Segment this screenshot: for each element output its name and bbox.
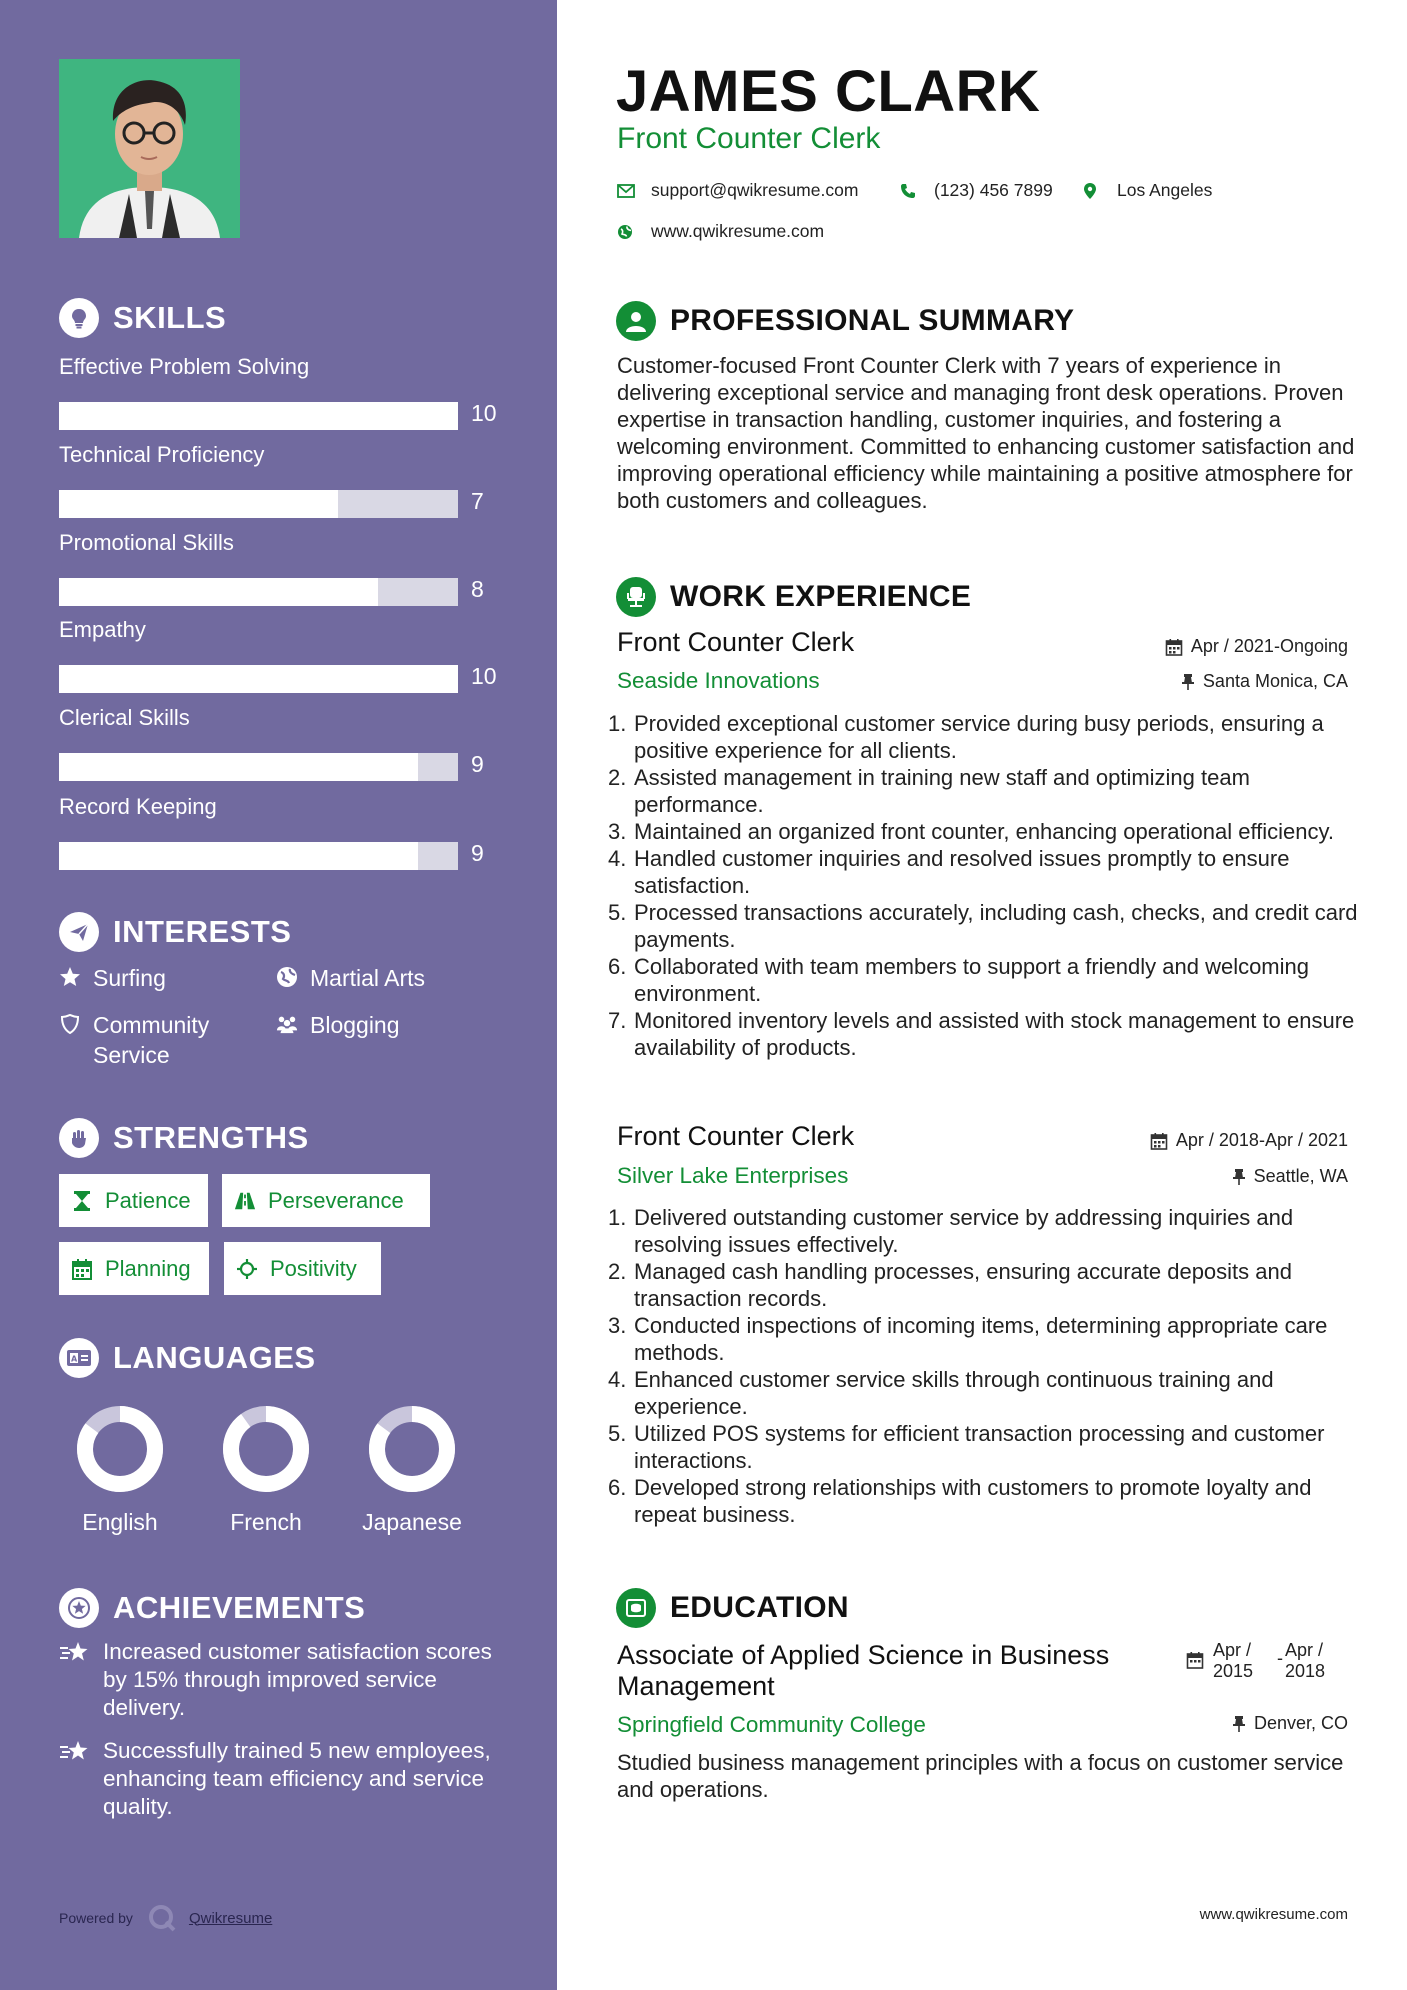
skill-bar-fill [59, 665, 458, 693]
duty-text: Managed cash handling processes, ensuring accurate deposits and transaction records. [634, 1259, 1292, 1311]
job-dates [1165, 636, 1348, 657]
candidate-name: JAMES CLARK [616, 59, 1041, 124]
pushpin-icon [1232, 1715, 1246, 1733]
job-company: Silver Lake Enterprises [617, 1163, 849, 1188]
skill-row [59, 705, 529, 777]
skill-bar [59, 402, 458, 430]
language-level-ring [220, 1403, 312, 1495]
job-location-text: Santa Monica, CA [1202, 671, 1348, 691]
education-title: EDUCATION [670, 1591, 849, 1624]
duty-number: 3. [608, 819, 627, 844]
footer-website[interactable]: www.qwikresume.com [1199, 1906, 1348, 1923]
experience-title: WORK EXPERIENCE [670, 580, 972, 613]
hourglass-icon [71, 1190, 93, 1212]
duty-text: Handled customer inquiries and resolved issues promptly to ensure satisfaction. [634, 846, 1290, 898]
calendar-icon [1165, 638, 1183, 656]
interest-label: Blogging [310, 1012, 400, 1038]
interest-label: Martial Arts [310, 965, 426, 991]
job-dates-text: Apr / 2018-Apr / 2021 [1175, 1130, 1348, 1150]
pushpin-icon [1232, 1168, 1246, 1186]
strength-patience [59, 1174, 208, 1227]
contact-phone[interactable] [900, 180, 1053, 201]
shooting-star-icon [59, 1640, 91, 1722]
sidebar [0, 0, 557, 1990]
duty-number: 7. [608, 1008, 627, 1033]
interests-heading [59, 912, 291, 952]
job-location-text: Seattle, WA [1253, 1166, 1348, 1186]
duty-text: Utilized POS systems for efficient transaction processing and customer interactions. [634, 1421, 1325, 1473]
lightbulb-icon [59, 298, 99, 338]
skill-bar [59, 578, 458, 606]
skill-value: 10 [471, 400, 497, 426]
hand-icon [59, 1118, 99, 1158]
job-duties-list [608, 710, 1358, 1061]
job-dates-text: Apr / 2021-Ongoing [1190, 636, 1348, 656]
edu-location [1232, 1713, 1348, 1734]
duty-text: Processed transactions accurately, including cash, checks, and credit card payments. [634, 900, 1358, 952]
duty-number: 5. [608, 900, 627, 925]
skill-row [59, 442, 529, 514]
skill-value: 9 [471, 840, 484, 866]
skill-row [59, 354, 529, 426]
contact-location [1083, 180, 1212, 201]
duty-number: 3. [608, 1313, 627, 1338]
school-name: Springfield Community College [617, 1712, 926, 1737]
skill-bar-fill [59, 842, 418, 870]
email-text: support@qwikresume.com [651, 180, 859, 200]
job-title: Front Counter Clerk [617, 627, 855, 657]
languages-title: LANGUAGES [113, 1340, 316, 1375]
contact-email[interactable] [617, 180, 858, 201]
edu-date-end: Apr / 2018 [1285, 1640, 1326, 1681]
duty-item [608, 1420, 1358, 1474]
duty-item [608, 1258, 1358, 1312]
achievement-item [59, 1638, 499, 1722]
summary-heading [616, 301, 1074, 341]
duty-text: Maintained an organized front counter, enhancing operational efficiency. [634, 819, 1334, 844]
education-description: Studied business management principles with a focus on customer service and operations. [617, 1750, 1344, 1802]
pushpin-icon [1181, 673, 1195, 691]
duty-number: 4. [608, 846, 627, 871]
skill-bar [59, 842, 458, 870]
duty-item [608, 845, 1358, 899]
skill-bar-fill [59, 402, 458, 430]
duty-number: 6. [608, 1475, 627, 1500]
interests-title: INTERESTS [113, 914, 292, 949]
strength-positivity [224, 1242, 381, 1295]
achievement-text: Successfully trained 5 new employees, enhancing team efficiency and service quality. [103, 1738, 491, 1819]
interest-blogging [276, 1010, 400, 1040]
skill-name: Promotional Skills [59, 530, 234, 555]
duty-text: Developed strong relationships with customers to promote loyalty and repeat business. [634, 1475, 1312, 1527]
strength-label: Perseverance [268, 1187, 404, 1213]
job-duties-list [608, 1204, 1358, 1528]
strength-planning [59, 1242, 209, 1295]
duty-text: Conducted inspections of incoming items, determining appropriate care methods. [634, 1313, 1328, 1365]
globe-icon [276, 966, 298, 988]
job-location [1181, 671, 1348, 692]
language-item [220, 1403, 312, 1535]
skill-row [59, 530, 529, 602]
duty-text: Provided exceptional customer service during busy periods, ensuring a positive experience for all clients. [634, 711, 1324, 763]
duty-text: Monitored inventory levels and assisted with stock management to ensure availability of products. [634, 1008, 1355, 1060]
language-name: English [82, 1509, 158, 1535]
languages-heading [59, 1338, 316, 1378]
shield-icon [59, 1013, 81, 1035]
office-chair-icon [616, 577, 656, 617]
skills-heading [59, 298, 226, 338]
edu-location-text: Denver, CO [1253, 1713, 1348, 1733]
achievements-heading [59, 1588, 365, 1628]
language-name: French [230, 1509, 302, 1535]
duty-item [608, 818, 1358, 845]
experience-heading [616, 577, 971, 617]
language-level-ring [366, 1403, 458, 1495]
skill-value: 10 [471, 663, 497, 689]
map-pin-icon [1083, 182, 1103, 200]
strength-label: Planning [105, 1255, 191, 1281]
strengths-title: STRENGTHS [113, 1120, 309, 1155]
duty-item [608, 1474, 1358, 1528]
calendar-icon [1150, 1132, 1168, 1150]
interest-label: Community Service [93, 1012, 210, 1068]
calendar-icon [1186, 1651, 1204, 1674]
duty-item [608, 1312, 1358, 1366]
job-company: Seaside Innovations [617, 668, 820, 693]
powered-by [59, 1903, 272, 1933]
interest-martial-arts [276, 963, 425, 993]
job-title: Front Counter Clerk [617, 1121, 855, 1151]
powered-by-label: Powered by [59, 1910, 133, 1926]
strength-perseverance [222, 1174, 430, 1227]
skill-bar-fill [59, 490, 338, 518]
candidate-role: Front Counter Clerk [617, 122, 881, 155]
calendar-icon [71, 1258, 93, 1280]
award-star-icon [59, 1588, 99, 1628]
skill-name: Empathy [59, 617, 146, 642]
skill-name: Effective Problem Solving [59, 354, 310, 379]
strength-label: Patience [105, 1187, 191, 1213]
contact-website[interactable] [617, 221, 824, 242]
summary-text: Customer-focused Front Counter Clerk with 7 years of experience in delivering exceptional service and managing front desk operations. Proven expertise in transaction handling, customer inquiries, and fostering a welcoming environment. Committed to enhancing customer satisfaction and improving operational efficiency while maintaining a positive atmosphere for both customers and colleagues. [617, 353, 1355, 513]
skill-value: 9 [471, 751, 484, 777]
language-level-ring [74, 1403, 166, 1495]
skill-bar-fill [59, 753, 418, 781]
skill-value: 8 [471, 576, 484, 602]
users-icon [276, 1013, 298, 1035]
skill-row [59, 794, 529, 866]
skills-title: SKILLS [113, 300, 227, 335]
edu-date-separator: - [1277, 1648, 1283, 1668]
degree-title: Associate of Applied Science in Business Management [617, 1640, 1110, 1701]
interest-label: Surfing [93, 965, 166, 991]
duty-number: 5. [608, 1421, 627, 1446]
duty-text: Enhanced customer service skills through continuous training and experience. [634, 1367, 1274, 1419]
skill-name: Record Keeping [59, 794, 217, 819]
duty-item [608, 764, 1358, 818]
envelope-icon [617, 184, 637, 198]
job-dates [1150, 1130, 1348, 1151]
duty-item [608, 953, 1358, 1007]
duty-number: 2. [608, 765, 627, 790]
strength-label: Positivity [270, 1255, 357, 1281]
education-heading [616, 1588, 849, 1628]
graduation-icon [616, 1588, 656, 1628]
duty-item [608, 1204, 1358, 1258]
language-item [362, 1403, 462, 1535]
interest-surfing [59, 963, 166, 993]
duty-number: 1. [608, 1205, 627, 1230]
globe-icon [617, 224, 637, 240]
strengths-heading [59, 1118, 309, 1158]
skill-value: 7 [471, 488, 484, 514]
profile-photo [59, 59, 240, 238]
qwikresume-link[interactable]: Qwikresume [188, 1909, 273, 1927]
duty-text: Collaborated with team members to support a friendly and welcoming environment. [634, 954, 1309, 1006]
achievements-title: ACHIEVEMENTS [113, 1590, 366, 1625]
duty-item [608, 899, 1358, 953]
achievement-text: Increased customer satisfaction scores by 15% through improved service delivery. [103, 1639, 492, 1720]
duty-number: 6. [608, 954, 627, 979]
duty-number: 1. [608, 711, 627, 736]
summary-title: PROFESSIONAL SUMMARY [670, 304, 1075, 337]
duty-text: Delivered outstanding customer service by addressing inquiries and resolving issues effectively. [634, 1205, 1294, 1257]
edu-date-start: Apr / 2015 [1213, 1640, 1254, 1681]
skill-bar-fill [59, 578, 378, 606]
language-item [74, 1403, 166, 1535]
duty-number: 4. [608, 1367, 627, 1392]
duty-item [608, 710, 1358, 764]
sun-icon [236, 1258, 258, 1280]
website-text: www.qwikresume.com [651, 221, 825, 241]
skill-row [59, 617, 529, 689]
phone-icon [900, 183, 920, 199]
road-icon [234, 1190, 256, 1212]
duty-number: 2. [608, 1259, 627, 1284]
skill-name: Technical Proficiency [59, 442, 265, 467]
achievement-item [59, 1737, 499, 1821]
shooting-star-icon [59, 1739, 91, 1821]
phone-text: (123) 456 7899 [934, 180, 1053, 200]
qwikresume-logo-icon [147, 1903, 177, 1933]
user-icon [616, 301, 656, 341]
interest-community-service [59, 1010, 229, 1070]
duty-text: Assisted management in training new staff and optimizing team performance. [634, 765, 1250, 817]
skill-name: Clerical Skills [59, 705, 190, 730]
location-text: Los Angeles [1117, 180, 1213, 200]
svg-text:A: A [71, 1354, 78, 1364]
skill-bar [59, 490, 458, 518]
language-name: Japanese [362, 1509, 462, 1535]
duty-item [608, 1366, 1358, 1420]
star-icon [59, 966, 81, 988]
duty-item [608, 1007, 1358, 1061]
paper-plane-icon [59, 912, 99, 952]
language-icon [59, 1338, 99, 1378]
skill-bar [59, 665, 458, 693]
skill-bar [59, 753, 458, 781]
job-location [1232, 1166, 1348, 1187]
